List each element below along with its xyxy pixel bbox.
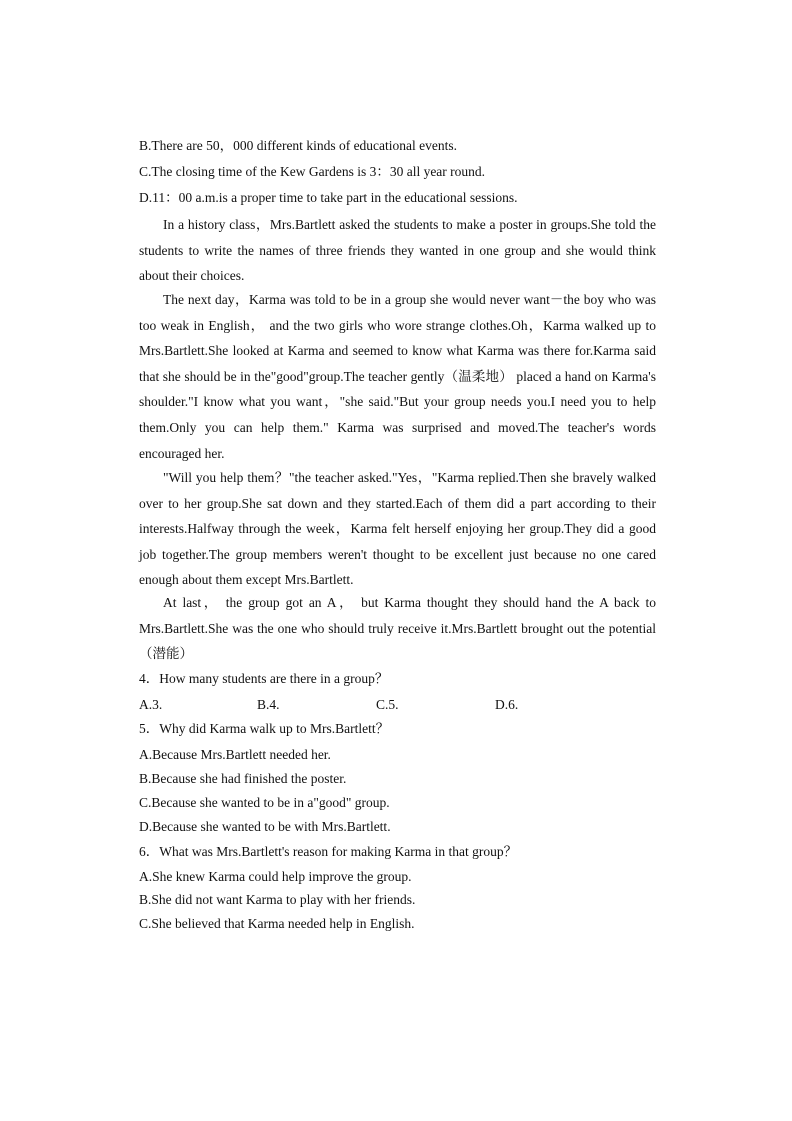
passage-paragraph-4: At last， the group got an A， but Karma thought they should hand the A back to Mrs.Bartlett.She was the one who should truly receive it.Mrs.Bartlett brought out the potential（潜能） bbox=[139, 595, 656, 662]
passage-paragraph-1: In a history class，Mrs.Bartlett asked the students to make a poster in groups.She told the students to write the names of three friends they wanted in one group and she would think about their choices. bbox=[139, 217, 656, 284]
q4-option-a: A.3. bbox=[139, 697, 163, 712]
q4-option-b: B.4. bbox=[257, 697, 280, 712]
passage-paragraph-2: The next day，Karma was told to be in a group she would never want－the boy who was too weak in English， and the two girls who wore strange clothes.Oh，Karma walked up to Mrs.Bartlett.She looked at Karma and seemed to know what Karma was there for.Karma said that she should be in the"good"group.The teacher gently（温柔地） placed a hand on Karma's shoulder."I know what you want，"she said."But your group needs you.I need you to help them.Only you can help them." Karma was surprised and moved.The teacher's words encouraged her. bbox=[139, 292, 656, 461]
q5-option-a: A.Because Mrs.Bartlett needed her. bbox=[139, 747, 331, 762]
q6-option-c: C.She believed that Karma needed help in English. bbox=[139, 916, 415, 931]
prev-option-b: B.There are 50，000 different kinds of educational events. bbox=[139, 138, 458, 153]
question-4-stem: 4．How many students are there in a group？ bbox=[139, 671, 389, 686]
q5-option-d: D.Because she wanted to be with Mrs.Bartlett. bbox=[139, 819, 391, 834]
prev-option-c: C.The closing time of the Kew Gardens is 3：30 all year round. bbox=[139, 164, 486, 179]
q5-option-b: B.Because she had finished the poster. bbox=[139, 771, 347, 786]
q6-option-b: B.She did not want Karma to play with her friends. bbox=[139, 892, 416, 907]
q5-option-c: C.Because she wanted to be in a"good" group. bbox=[139, 795, 390, 810]
prev-option-d: D.11：00 a.m.is a proper time to take part in the educational sessions. bbox=[139, 190, 518, 205]
q6-option-a: A.She knew Karma could help improve the group. bbox=[139, 869, 412, 884]
q4-option-c: C.5. bbox=[376, 697, 399, 712]
question-6-stem: 6．What was Mrs.Bartlett's reason for making Karma in that group？ bbox=[139, 844, 518, 859]
q4-option-d: D.6. bbox=[495, 697, 519, 712]
passage-paragraph-3: "Will you help them？"the teacher asked."Yes，"Karma replied.Then she bravely walked over to her group.She sat down and they started.Each of them did a part according to their interests.Halfway through the week，Karma felt herself enjoying her group.They did a good job together.The group members weren't thought to be excellent just because no one cared enough about them except Mrs.Bartlett. bbox=[139, 470, 656, 588]
question-5-stem: 5．Why did Karma walk up to Mrs.Bartlett？ bbox=[139, 721, 390, 736]
